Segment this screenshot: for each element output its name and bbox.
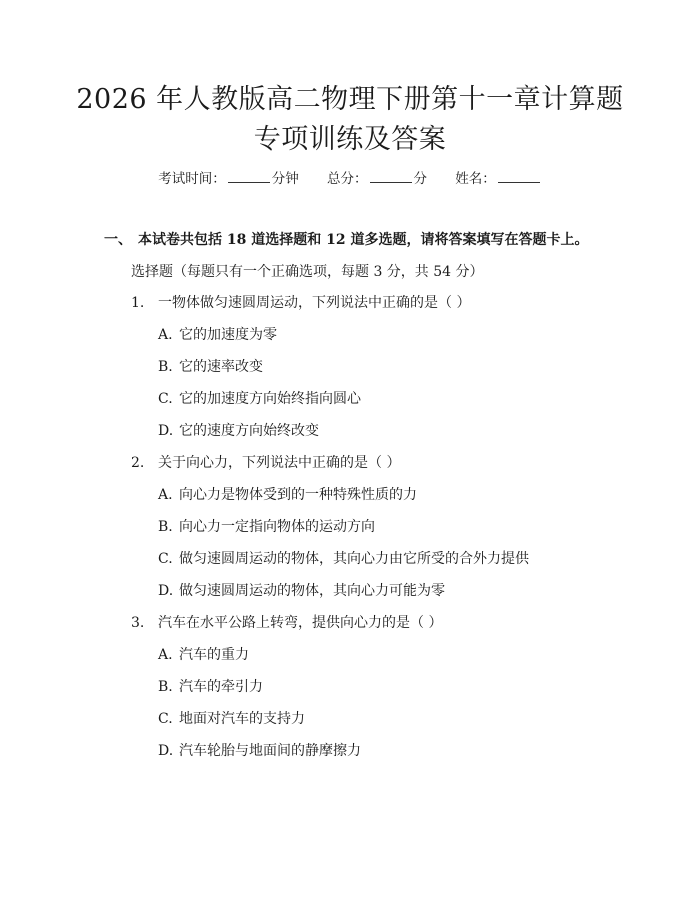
option-text: 地面对汽车的支持力 <box>179 711 305 727</box>
question-2-option-b[interactable] <box>158 518 375 536</box>
option-text: 汽车的重力 <box>179 647 249 663</box>
question-1 <box>131 294 470 312</box>
question-3-option-c[interactable] <box>158 710 305 728</box>
exam-time-blank[interactable] <box>228 170 270 183</box>
question-3-option-d[interactable] <box>158 742 361 760</box>
exam-meta <box>0 170 700 188</box>
question-3 <box>131 614 442 632</box>
question-text: 汽车在水平公路上转弯，提供向心力的是（ ） <box>158 615 443 631</box>
question-2-option-a[interactable] <box>158 486 417 504</box>
question-2-option-c[interactable] <box>158 550 529 568</box>
option-letter: C. <box>158 551 173 567</box>
option-letter: D. <box>158 583 174 599</box>
option-text: 向心力一定指向物体的运动方向 <box>179 519 375 535</box>
option-letter: D. <box>158 743 174 759</box>
question-1-option-b[interactable] <box>158 358 263 376</box>
option-text: 做匀速圆周运动的物体，其向心力可能为零 <box>179 583 445 599</box>
section-number: 一、 <box>104 232 132 248</box>
question-2 <box>131 454 400 472</box>
section-heading <box>104 231 588 249</box>
option-letter: A. <box>158 487 173 503</box>
option-text: 做匀速圆周运动的物体，其向心力由它所受的合外力提供 <box>179 551 529 567</box>
question-number: 2. <box>131 455 145 471</box>
option-letter: A. <box>158 647 173 663</box>
total-score-unit: 分 <box>413 171 427 187</box>
exam-time <box>158 170 299 188</box>
option-letter: B. <box>158 359 173 375</box>
question-text: 一物体做匀速圆周运动，下列说法中正确的是（ ） <box>158 295 471 311</box>
option-letter: D. <box>158 423 174 439</box>
question-3-option-a[interactable] <box>158 646 249 664</box>
option-letter: B. <box>158 519 173 535</box>
question-3-option-b[interactable] <box>158 678 263 696</box>
document-title-line-2: 专项训练及答案 <box>253 124 447 155</box>
student-name-blank[interactable] <box>498 170 540 183</box>
option-letter: B. <box>158 679 173 695</box>
question-number: 1. <box>131 295 145 311</box>
document-title-line-1: 2026 年人教版高二物理下册第十一章计算题 <box>76 84 624 115</box>
option-letter: C. <box>158 711 173 727</box>
total-score-blank[interactable] <box>370 170 412 183</box>
question-1-option-a[interactable] <box>158 326 277 344</box>
question-1-option-d[interactable] <box>158 422 319 440</box>
option-text: 它的加速度方向始终指向圆心 <box>179 391 361 407</box>
student-name <box>455 170 542 188</box>
student-name-label: 姓名： <box>455 171 496 187</box>
section-instructions: 本试卷共包括 18 道选择题和 12 道多选题，请将答案填写在答题卡上。 <box>138 232 589 248</box>
option-letter: C. <box>158 391 173 407</box>
question-number: 3. <box>131 615 145 631</box>
option-text: 汽车轮胎与地面间的静摩擦力 <box>179 743 361 759</box>
total-score-label: 总分： <box>327 171 368 187</box>
question-text: 关于向心力，下列说法中正确的是（ ） <box>158 455 401 471</box>
option-text: 它的速率改变 <box>179 359 263 375</box>
total-score <box>327 170 427 188</box>
exam-time-unit: 分钟 <box>271 171 299 187</box>
choice-subheading: 选择题（每题只有一个正确选项，每题 3 分，共 54 分） <box>131 264 484 280</box>
option-text: 它的加速度为零 <box>179 327 277 343</box>
question-2-option-d[interactable] <box>158 582 445 600</box>
question-1-option-c[interactable] <box>158 390 361 408</box>
option-text: 它的速度方向始终改变 <box>179 423 319 439</box>
option-text: 向心力是物体受到的一种特殊性质的力 <box>179 487 417 503</box>
option-letter: A. <box>158 327 173 343</box>
option-text: 汽车的牵引力 <box>179 679 263 695</box>
exam-time-label: 考试时间： <box>158 171 226 187</box>
